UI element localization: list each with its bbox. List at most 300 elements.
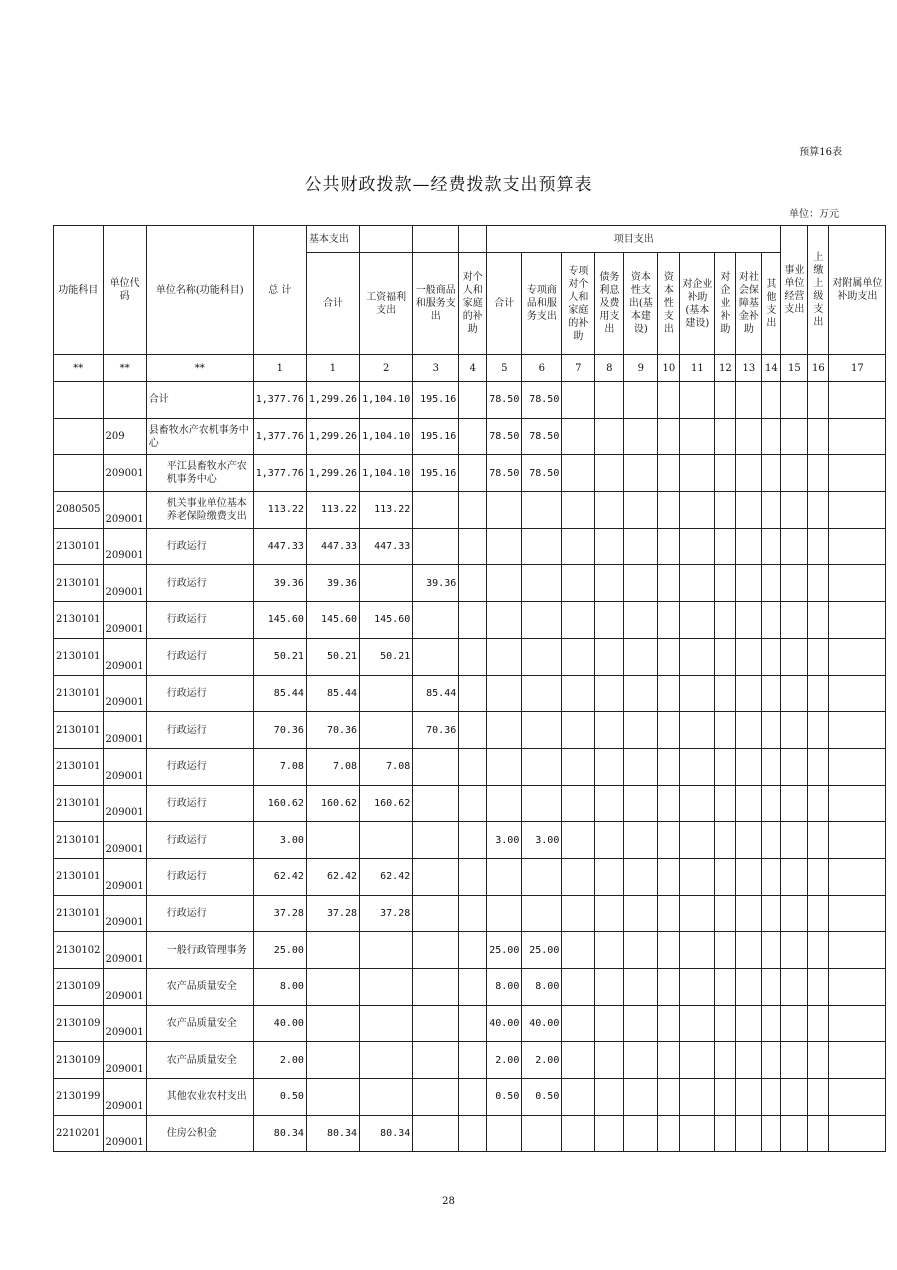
empty-cell (680, 822, 715, 859)
amount-cell-special-goods: 3.00 (522, 822, 562, 859)
unit-name-cell: 行政运行 (146, 712, 253, 749)
empty-cell (658, 785, 680, 822)
amount-cell-wages: 62.42 (360, 858, 413, 895)
empty-cell (562, 1042, 595, 1079)
amount-cell-total: 113.22 (253, 492, 306, 529)
amount-cell-wages (360, 822, 413, 859)
unit-code-cell: 209001 (103, 895, 146, 932)
column-index-cell: ** (103, 355, 146, 382)
header-project-group: 项目支出 (487, 226, 781, 253)
empty-cell (829, 748, 886, 785)
empty-cell (658, 858, 680, 895)
empty-cell (829, 1005, 886, 1042)
header-blank (360, 226, 413, 253)
amount-cell-special-goods (522, 492, 562, 529)
empty-cell (624, 565, 658, 602)
amount-cell-total: 70.36 (253, 712, 306, 749)
empty-cell (715, 602, 736, 639)
amount-cell-personal-subsidy (459, 382, 487, 419)
unit-name-cell: 行政运行 (146, 858, 253, 895)
amount-cell-personal-subsidy (459, 858, 487, 895)
amount-cell-personal-subsidy (459, 748, 487, 785)
amount-cell-proj-sum: 78.50 (487, 382, 522, 419)
column-index-cell: 1 (253, 355, 306, 382)
func-subject-cell: 2130101 (54, 712, 104, 749)
unit-name-cell: 平江县畜牧水产农机事务中心 (146, 455, 253, 492)
empty-cell (624, 1005, 658, 1042)
empty-cell (562, 785, 595, 822)
amount-cell-total: 39.36 (253, 565, 306, 602)
empty-cell (781, 1115, 808, 1152)
empty-cell (658, 418, 680, 455)
amount-cell-special-goods: 78.50 (522, 382, 562, 419)
amount-cell-proj-sum (487, 712, 522, 749)
amount-cell-goods (413, 528, 459, 565)
empty-cell (736, 565, 762, 602)
amount-cell-personal-subsidy (459, 932, 487, 969)
empty-cell (595, 712, 624, 749)
amount-cell-wages: 1,104.10 (360, 418, 413, 455)
header-func-subject: 功能科目 (54, 226, 104, 355)
header-proj-sum: 合计 (487, 253, 522, 355)
amount-cell-wages: 160.62 (360, 785, 413, 822)
empty-cell (781, 785, 808, 822)
empty-cell (762, 822, 781, 859)
amount-cell-goods (413, 1042, 459, 1079)
column-index-cell: 5 (487, 355, 522, 382)
unit-name-cell: 行政运行 (146, 602, 253, 639)
empty-cell (680, 492, 715, 529)
empty-cell (624, 785, 658, 822)
empty-cell (715, 895, 736, 932)
empty-cell (762, 1115, 781, 1152)
amount-cell-proj-sum (487, 565, 522, 602)
empty-cell (829, 675, 886, 712)
empty-cell (562, 638, 595, 675)
unit-name-cell: 其他农业农村支出 (146, 1079, 253, 1116)
unit-name-cell: 行政运行 (146, 822, 253, 859)
unit-code-cell: 209001 (103, 602, 146, 639)
empty-cell (762, 932, 781, 969)
column-index-cell: 10 (658, 355, 680, 382)
amount-cell-goods (413, 785, 459, 822)
unit-code-cell: 209001 (103, 1115, 146, 1152)
empty-cell (736, 932, 762, 969)
empty-cell (762, 1079, 781, 1116)
empty-cell (781, 748, 808, 785)
column-index-cell: 6 (522, 355, 562, 382)
empty-cell (562, 1005, 595, 1042)
empty-cell (762, 565, 781, 602)
amount-cell-total: 40.00 (253, 1005, 306, 1042)
empty-cell (781, 418, 808, 455)
amount-cell-goods (413, 858, 459, 895)
amount-cell-special-goods (522, 675, 562, 712)
table-row (54, 712, 886, 749)
empty-cell (562, 748, 595, 785)
empty-cell (736, 1115, 762, 1152)
empty-cell (715, 1005, 736, 1042)
empty-cell (562, 382, 595, 419)
empty-cell (562, 602, 595, 639)
amount-cell-total: 447.33 (253, 528, 306, 565)
empty-cell (829, 638, 886, 675)
empty-cell (781, 1079, 808, 1116)
empty-cell (680, 932, 715, 969)
empty-cell (829, 455, 886, 492)
empty-cell (680, 969, 715, 1006)
func-subject-cell (54, 418, 104, 455)
amount-cell-personal-subsidy (459, 565, 487, 602)
func-subject-cell: 2210201 (54, 1115, 104, 1152)
empty-cell (624, 969, 658, 1006)
empty-cell (562, 418, 595, 455)
amount-cell-basic-sum: 7.08 (306, 748, 359, 785)
amount-cell-special-goods (522, 858, 562, 895)
empty-cell (595, 455, 624, 492)
amount-cell-total: 2.00 (253, 1042, 306, 1079)
amount-cell-goods (413, 748, 459, 785)
empty-cell (808, 785, 829, 822)
empty-cell (736, 1042, 762, 1079)
func-subject-cell: 2130101 (54, 565, 104, 602)
amount-cell-total: 50.21 (253, 638, 306, 675)
empty-cell (808, 932, 829, 969)
empty-cell (680, 712, 715, 749)
amount-cell-proj-sum: 78.50 (487, 455, 522, 492)
header-affiliate-subsidy: 对附属单位补助支出 (829, 226, 886, 355)
empty-cell (736, 1005, 762, 1042)
empty-cell (829, 528, 886, 565)
amount-cell-special-goods (522, 565, 562, 602)
empty-cell (808, 1042, 829, 1079)
unit-code-cell: 209001 (103, 822, 146, 859)
amount-cell-special-goods: 0.50 (522, 1079, 562, 1116)
amount-cell-basic-sum: 80.34 (306, 1115, 359, 1152)
empty-cell (808, 675, 829, 712)
amount-cell-basic-sum: 85.44 (306, 675, 359, 712)
empty-cell (624, 418, 658, 455)
empty-cell (658, 1079, 680, 1116)
func-subject-cell: 2130199 (54, 1079, 104, 1116)
empty-cell (680, 638, 715, 675)
amount-cell-basic-sum (306, 969, 359, 1006)
column-index-cell: ** (146, 355, 253, 382)
empty-cell (808, 638, 829, 675)
unit-code-cell (103, 382, 146, 419)
empty-cell (715, 492, 736, 529)
empty-cell (658, 969, 680, 1006)
empty-cell (829, 602, 886, 639)
amount-cell-goods (413, 638, 459, 675)
empty-cell (808, 969, 829, 1006)
amount-cell-proj-sum (487, 1115, 522, 1152)
empty-cell (808, 748, 829, 785)
empty-cell (808, 1079, 829, 1116)
amount-cell-wages (360, 1005, 413, 1042)
unit-name-cell: 县畜牧水产农机事务中心 (146, 418, 253, 455)
amount-cell-wages: 80.34 (360, 1115, 413, 1152)
empty-cell (808, 858, 829, 895)
amount-cell-basic-sum: 1,299.26 (306, 382, 359, 419)
amount-cell-goods (413, 895, 459, 932)
header-debt-interest: 债务利息及费用支出 (595, 253, 624, 355)
amount-cell-personal-subsidy (459, 895, 487, 932)
empty-cell (680, 382, 715, 419)
table-row (54, 895, 886, 932)
unit-code-cell: 209001 (103, 785, 146, 822)
empty-cell (781, 932, 808, 969)
func-subject-cell: 2130101 (54, 858, 104, 895)
header-upper-level: 上缴上级支出 (808, 226, 829, 355)
amount-cell-basic-sum: 70.36 (306, 712, 359, 749)
amount-cell-total: 1,377.76 (253, 418, 306, 455)
header-row-1 (54, 226, 886, 253)
empty-cell (762, 969, 781, 1006)
amount-cell-personal-subsidy (459, 675, 487, 712)
amount-cell-total: 85.44 (253, 675, 306, 712)
amount-cell-basic-sum (306, 1005, 359, 1042)
empty-cell (715, 1079, 736, 1116)
empty-cell (680, 418, 715, 455)
func-subject-cell: 2130101 (54, 822, 104, 859)
amount-cell-special-goods (522, 712, 562, 749)
header-blank (413, 226, 459, 253)
amount-cell-special-goods: 2.00 (522, 1042, 562, 1079)
empty-cell (829, 492, 886, 529)
column-index-cell: 16 (808, 355, 829, 382)
empty-cell (595, 382, 624, 419)
column-index-cell: 13 (736, 355, 762, 382)
unit-code-cell: 209001 (103, 1079, 146, 1116)
empty-cell (562, 528, 595, 565)
table-row (54, 969, 886, 1006)
amount-cell-special-goods: 78.50 (522, 418, 562, 455)
empty-cell (624, 1115, 658, 1152)
header-enterprise-basic: 对企业补助(基本建设) (680, 253, 715, 355)
empty-cell (658, 1042, 680, 1079)
header-basic-group: 基本支出 (306, 226, 359, 253)
func-subject-cell (54, 382, 104, 419)
empty-cell (624, 1042, 658, 1079)
empty-cell (715, 565, 736, 602)
empty-cell (762, 528, 781, 565)
func-subject-cell: 2130101 (54, 785, 104, 822)
empty-cell (762, 1042, 781, 1079)
unit-code-cell: 209001 (103, 675, 146, 712)
amount-cell-proj-sum: 8.00 (487, 969, 522, 1006)
header-special-personal: 专项对个人和家庭的补助 (562, 253, 595, 355)
empty-cell (595, 932, 624, 969)
empty-cell (781, 675, 808, 712)
table-row (54, 455, 886, 492)
empty-cell (829, 712, 886, 749)
amount-cell-proj-sum: 3.00 (487, 822, 522, 859)
amount-cell-basic-sum: 62.42 (306, 858, 359, 895)
empty-cell (781, 565, 808, 602)
amount-cell-total: 1,377.76 (253, 382, 306, 419)
empty-cell (715, 455, 736, 492)
amount-cell-proj-sum (487, 492, 522, 529)
empty-cell (562, 712, 595, 749)
func-subject-cell: 2130109 (54, 1042, 104, 1079)
empty-cell (781, 858, 808, 895)
amount-cell-wages (360, 565, 413, 602)
amount-cell-total: 1,377.76 (253, 455, 306, 492)
page-number: 28 (442, 1196, 455, 1207)
empty-cell (562, 1079, 595, 1116)
func-subject-cell: 2130101 (54, 638, 104, 675)
amount-cell-total: 145.60 (253, 602, 306, 639)
amount-cell-wages: 1,104.10 (360, 382, 413, 419)
amount-cell-proj-sum (487, 748, 522, 785)
amount-cell-proj-sum: 2.00 (487, 1042, 522, 1079)
empty-cell (562, 675, 595, 712)
empty-cell (624, 528, 658, 565)
func-subject-cell: 2130102 (54, 932, 104, 969)
empty-cell (680, 785, 715, 822)
empty-cell (595, 822, 624, 859)
amount-cell-special-goods: 8.00 (522, 969, 562, 1006)
amount-cell-goods: 85.44 (413, 675, 459, 712)
empty-cell (658, 1115, 680, 1152)
empty-cell (715, 528, 736, 565)
empty-cell (762, 418, 781, 455)
table-row (54, 1005, 886, 1042)
empty-cell (715, 969, 736, 1006)
empty-cell (680, 675, 715, 712)
empty-cell (808, 382, 829, 419)
empty-cell (829, 858, 886, 895)
empty-cell (781, 712, 808, 749)
amount-cell-proj-sum (487, 528, 522, 565)
table-row (54, 858, 886, 895)
column-index-cell: 17 (829, 355, 886, 382)
amount-cell-special-goods (522, 602, 562, 639)
header-unit-code: 单位代码 (103, 226, 146, 355)
unit-name-cell: 住房公积金 (146, 1115, 253, 1152)
empty-cell (624, 675, 658, 712)
amount-cell-special-goods: 40.00 (522, 1005, 562, 1042)
table-row (54, 602, 886, 639)
func-subject-cell: 2130101 (54, 675, 104, 712)
empty-cell (658, 602, 680, 639)
empty-cell (658, 895, 680, 932)
empty-cell (808, 1005, 829, 1042)
empty-cell (595, 748, 624, 785)
unit-code-cell: 209001 (103, 1042, 146, 1079)
amount-cell-special-goods (522, 1115, 562, 1152)
empty-cell (595, 492, 624, 529)
header-unit-name: 单位名称(功能科目) (146, 226, 253, 355)
unit-code-cell: 209001 (103, 969, 146, 1006)
column-index-cell: 15 (781, 355, 808, 382)
table-row (54, 932, 886, 969)
column-index-cell: 7 (562, 355, 595, 382)
amount-cell-special-goods (522, 785, 562, 822)
amount-cell-goods: 39.36 (413, 565, 459, 602)
amount-cell-goods (413, 492, 459, 529)
empty-cell (781, 638, 808, 675)
amount-cell-wages (360, 1079, 413, 1116)
amount-cell-proj-sum: 78.50 (487, 418, 522, 455)
empty-cell (624, 858, 658, 895)
unit-name-cell: 合计 (146, 382, 253, 419)
empty-cell (808, 528, 829, 565)
amount-cell-personal-subsidy (459, 1005, 487, 1042)
empty-cell (658, 675, 680, 712)
amount-cell-total: 0.50 (253, 1079, 306, 1116)
amount-cell-proj-sum: 25.00 (487, 932, 522, 969)
amount-cell-total: 80.34 (253, 1115, 306, 1152)
unit-code-cell: 209001 (103, 712, 146, 749)
amount-cell-personal-subsidy (459, 1042, 487, 1079)
empty-cell (736, 602, 762, 639)
empty-cell (781, 895, 808, 932)
unit-code-cell: 209001 (103, 638, 146, 675)
unit-name-cell: 行政运行 (146, 528, 253, 565)
header-other: 其他支出 (762, 253, 781, 355)
empty-cell (762, 675, 781, 712)
empty-cell (624, 712, 658, 749)
amount-cell-basic-sum: 160.62 (306, 785, 359, 822)
amount-cell-goods (413, 822, 459, 859)
amount-cell-basic-sum: 447.33 (306, 528, 359, 565)
empty-cell (715, 822, 736, 859)
empty-cell (595, 858, 624, 895)
func-subject-cell: 2130109 (54, 969, 104, 1006)
empty-cell (562, 858, 595, 895)
column-index-cell: 11 (680, 355, 715, 382)
empty-cell (562, 969, 595, 1006)
empty-cell (658, 748, 680, 785)
empty-cell (736, 528, 762, 565)
empty-cell (624, 382, 658, 419)
amount-cell-basic-sum: 39.36 (306, 565, 359, 602)
column-index-cell: 3 (413, 355, 459, 382)
amount-cell-proj-sum (487, 675, 522, 712)
empty-cell (680, 528, 715, 565)
unit-name-cell: 行政运行 (146, 675, 253, 712)
func-subject-cell (54, 455, 104, 492)
empty-cell (829, 785, 886, 822)
header-capital-basic: 资本性支出(基本建设) (624, 253, 658, 355)
amount-cell-basic-sum (306, 1079, 359, 1116)
unit-code-cell: 209001 (103, 858, 146, 895)
amount-cell-personal-subsidy (459, 785, 487, 822)
amount-cell-wages (360, 932, 413, 969)
column-index-cell: 4 (459, 355, 487, 382)
empty-cell (808, 822, 829, 859)
unit-name-cell: 行政运行 (146, 565, 253, 602)
header-blank (459, 226, 487, 253)
amount-cell-wages (360, 1042, 413, 1079)
header-wages: 工资福利支出 (360, 253, 413, 355)
header-enterprise: 对企业补助 (715, 253, 736, 355)
unit-code-cell: 209001 (103, 565, 146, 602)
empty-cell (595, 675, 624, 712)
empty-cell (680, 455, 715, 492)
empty-cell (658, 932, 680, 969)
empty-cell (808, 895, 829, 932)
amount-cell-special-goods (522, 748, 562, 785)
table-row (54, 418, 886, 455)
empty-cell (680, 748, 715, 785)
empty-cell (562, 565, 595, 602)
unit-code-cell: 209001 (103, 748, 146, 785)
amount-cell-basic-sum: 113.22 (306, 492, 359, 529)
amount-cell-wages (360, 712, 413, 749)
